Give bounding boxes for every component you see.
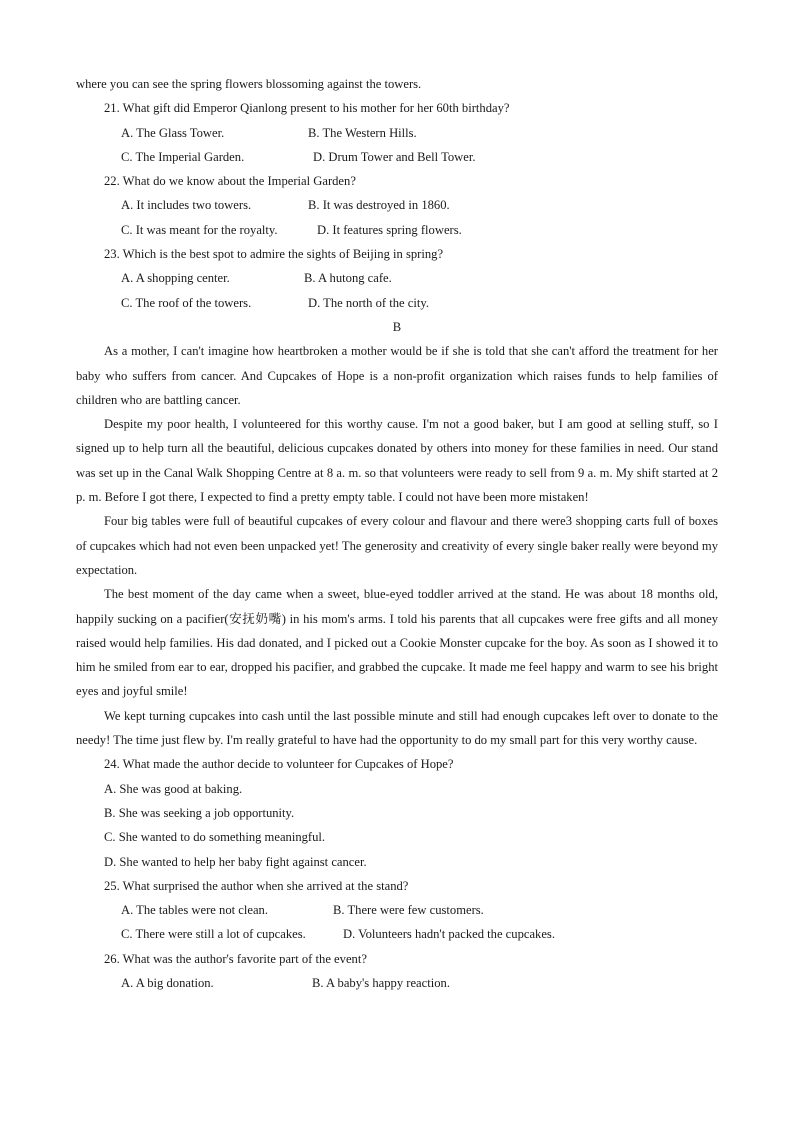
option-22-c: C. It was meant for the royalty. (121, 222, 278, 237)
option-23-c: C. The roof of the towers. (121, 295, 252, 310)
option-21-c: C. The Imperial Garden. (121, 149, 245, 164)
option-21-d: D. Drum Tower and Bell Tower. (313, 149, 476, 164)
option-25-c: C. There were still a lot of cupcakes. (121, 927, 306, 942)
option-24-a: A. She was good at baking. (104, 781, 243, 796)
question-21: 21. What gift did Emperor Qianlong present to his mother for her 60th birthday? (104, 101, 510, 116)
option-24-d: D. She wanted to help her baby fight against cancer. (104, 854, 367, 869)
option-22-a: A. It includes two towers. (121, 198, 252, 213)
option-25-d: D. Volunteers hadn't packed the cupcakes. (343, 927, 555, 942)
question-22-options-row-1 (76, 193, 718, 217)
passage-a-tail: where you can see the spring flowers blossoming against the towers. (76, 77, 422, 91)
option-21-a: A. The Glass Tower. (121, 125, 225, 140)
option-22-d: D. It features spring flowers. (317, 222, 462, 237)
option-22-b: B. It was destroyed in 1860. (308, 198, 450, 213)
question-23-options-row-2 (76, 291, 718, 315)
question-25-options-row-1 (76, 898, 718, 922)
question-21-options-row-2 (76, 145, 718, 169)
option-24-b: B. She was seeking a job opportunity. (104, 805, 295, 820)
option-26-a: A. A big donation. (121, 975, 214, 990)
question-26-options-row-1 (76, 971, 718, 995)
passage-b-paragraph-5: We kept turning cupcakes into cash until the last possible minute and still had enough cupcakes left over to donate to the needy! The time just flew by. I'm really grateful to have had the opportunity to do my small part for this very worthy cause. (76, 708, 718, 748)
question-25: 25. What surprised the author when she arrived at the stand? (104, 878, 409, 893)
option-23-a: A. A shopping center. (121, 271, 230, 286)
question-22: 22. What do we know about the Imperial Garden? (104, 174, 356, 189)
question-24: 24. What made the author decide to volunteer for Cupcakes of Hope? (104, 757, 454, 772)
question-23: 23. Which is the best spot to admire the sights of Beijing in spring? (104, 247, 444, 262)
passage-b-paragraph-4: The best moment of the day came when a sweet, blue-eyed toddler arrived at the stand. He was about 18 months old, happily sucking on a pacifier(安抚奶嘴) in his mom's arms. I told his parents that all cupcakes were free gifts and all money raised would help families. His dad donated, and I picked out a Cookie Monster cupcake for the boy. As soon as I showed it to him he smiled from ear to ear, dropped his pacifier, and grabbed the cupcake. It made me feel happy and warm to see his bright eyes and joyful smile! (76, 587, 718, 699)
passage-b-paragraph-2: Despite my poor health, I volunteered for this worthy cause. I'm not a good baker, but I am good at selling stuff, so I signed up to help turn all the beautiful, delicious cupcakes donated by others into money for these families in need. Our stand was set up in the Canal Walk Shopping Centre at 8 a. m. so that volunteers were ready to sell from 9 a. m. My shift started at 2 p. m. Before I got there, I expected to find a pretty empty table. I could not have been more mistaken! (76, 417, 718, 505)
question-25-options-row-2 (76, 922, 718, 946)
option-25-b: B. There were few customers. (333, 903, 484, 918)
passage-b-paragraph-3: Four big tables were full of beautiful cupcakes of every colour and flavour and there were3 shopping carts full of boxes of cupcakes which had not even been unpacked yet! The generosity and creativity of every single baker really were beyond my expectation. (76, 514, 718, 577)
passage-b-paragraph-1: As a mother, I can't imagine how heartbroken a mother would be if she is told that she can't afford the treatment for her baby who suffers from cancer. And Cupcakes of Hope is a non-profit organization which raises funds to help families of children who are battling cancer. (76, 344, 718, 407)
option-25-a: A. The tables were not clean. (121, 903, 268, 918)
option-26-b: B. A baby's happy reaction. (312, 975, 450, 990)
question-26: 26. What was the author's favorite part of the event? (104, 951, 367, 966)
option-23-b: B. A hutong cafe. (304, 271, 392, 286)
exam-page (76, 72, 718, 995)
question-22-options-row-2 (76, 218, 718, 242)
question-21-options-row-1 (76, 121, 718, 145)
option-23-d: D. The north of the city. (308, 295, 430, 310)
option-21-b: B. The Western Hills. (308, 125, 417, 140)
option-24-c: C. She wanted to do something meaningful. (104, 830, 326, 845)
question-23-options-row-1 (76, 266, 718, 290)
section-b-heading: B (392, 319, 402, 334)
